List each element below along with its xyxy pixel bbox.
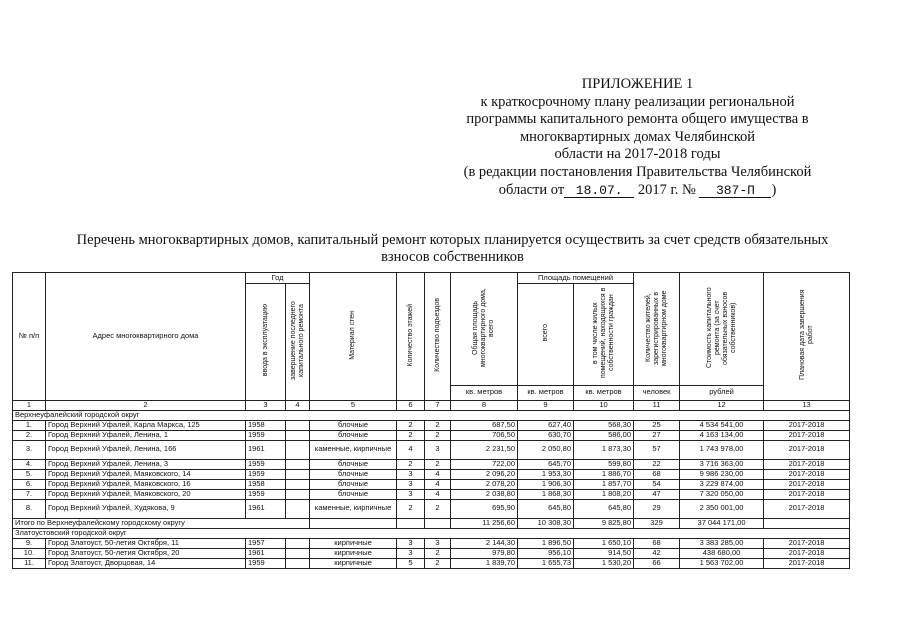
cell-entrances: 4 — [425, 469, 451, 479]
cell-repair — [286, 430, 310, 440]
column-number: 5 — [310, 400, 397, 410]
cell-wall: каменные, кирпичные — [310, 440, 397, 459]
cell-deadline: 2017-2018 — [764, 469, 850, 479]
cell-cost: 3 383 285,00 — [680, 538, 764, 548]
header-wall: Материал стен — [310, 273, 397, 401]
cell-address: Город Верхний Уфалей, Маяковского, 16 — [46, 479, 246, 489]
column-number: 8 — [451, 400, 518, 410]
district-name: Верхнеуфалейский городской округ — [13, 410, 850, 420]
cell-num: 2. — [13, 430, 46, 440]
table-row — [13, 538, 850, 548]
cell-num: 4. — [13, 459, 46, 469]
cell-residents: 47 — [634, 489, 680, 499]
header-area-group: Площадь помещений — [518, 273, 634, 284]
cell-num: 1. — [13, 420, 46, 430]
cell-address: Город Златоуст, 50-летия Октября, 20 — [46, 548, 246, 558]
column-numbers-row — [13, 400, 850, 410]
houses-table — [12, 272, 850, 569]
cell-total-area: 979,80 — [451, 548, 518, 558]
column-number: 6 — [397, 400, 425, 410]
cell-repair — [286, 489, 310, 499]
cell-entrances: 2 — [425, 420, 451, 430]
cell-area-all: 630,70 — [518, 430, 574, 440]
cell-area-all: 1 953,30 — [518, 469, 574, 479]
cell-wall: каменные, кирпичные — [310, 499, 397, 518]
cell-floors: 2 — [397, 430, 425, 440]
cell-repair — [286, 459, 310, 469]
cell-area-res: 568,30 — [574, 420, 634, 430]
total-area-all: 10 308,30 — [518, 518, 574, 528]
table-row — [13, 420, 850, 430]
cell-floors: 3 — [397, 469, 425, 479]
cell-cost: 4 534 541,00 — [680, 420, 764, 430]
cell-deadline: 2017-2018 — [764, 538, 850, 548]
cell-area-res: 586,00 — [574, 430, 634, 440]
cell-repair — [286, 538, 310, 548]
cell-year: 1961 — [246, 440, 286, 459]
edition-reference — [440, 182, 835, 200]
cell-year: 1958 — [246, 420, 286, 430]
cell-repair — [286, 420, 310, 430]
cell-area-res: 1 857,70 — [574, 479, 634, 489]
cell-total-area: 706,50 — [451, 430, 518, 440]
cell-year: 1957 — [246, 538, 286, 548]
cell-deadline: 2017-2018 — [764, 479, 850, 489]
cell-wall: блочные — [310, 479, 397, 489]
table-row — [13, 459, 850, 469]
cell-num: 8. — [13, 499, 46, 518]
cell-total-area: 2 144,30 — [451, 538, 518, 548]
cell-year: 1959 — [246, 558, 286, 568]
table-heading — [12, 232, 893, 266]
unit-cost: рублей — [680, 385, 764, 400]
column-number: 3 — [246, 400, 286, 410]
appendix-line: программы капитального ремонта общего имущества в — [466, 111, 809, 128]
edition-date: 18.07. — [564, 184, 634, 198]
cell-total-area: 1 839,70 — [451, 558, 518, 568]
cell-residents: 68 — [634, 469, 680, 479]
cell-num: 9. — [13, 538, 46, 548]
cell-total-area: 2 231,50 — [451, 440, 518, 459]
cell-address: Город Верхний Уфалей, Маяковского, 20 — [46, 489, 246, 499]
table-row — [13, 548, 850, 558]
cell-residents: 57 — [634, 440, 680, 459]
cell-area-all: 627,40 — [518, 420, 574, 430]
cell-repair — [286, 479, 310, 489]
appendix-line: многоквартирных домах Челябинской — [519, 128, 756, 145]
header-num: № п/п — [13, 273, 46, 401]
cell-cost: 1 563 702,00 — [680, 558, 764, 568]
cell-year: 1959 — [246, 459, 286, 469]
appendix-line: к краткосрочному плану реализации региональной — [480, 93, 795, 110]
cell-year: 1959 — [246, 430, 286, 440]
cell-num: 5. — [13, 469, 46, 479]
table-row — [13, 499, 850, 518]
cell-cost: 9 986 230,00 — [680, 469, 764, 479]
cell-residents: 68 — [634, 538, 680, 548]
header-year-built: ввода в эксплуатацию — [246, 284, 286, 401]
edition-prefix: области от — [498, 181, 565, 198]
cell-deadline: 2017-2018 — [764, 548, 850, 558]
unit-area-all: кв. метров — [518, 385, 574, 400]
cell-deadline: 2017-2018 — [764, 430, 850, 440]
cell-area-all: 1 906,30 — [518, 479, 574, 489]
cell-area-all: 645,70 — [518, 459, 574, 469]
cell-residents: 66 — [634, 558, 680, 568]
header-cost: Стоимость капитального ремонта (за счет обязательных взносов собственников) — [680, 273, 764, 386]
district-row — [13, 410, 850, 420]
cell-residents: 25 — [634, 420, 680, 430]
cell-deadline: 2017-2018 — [764, 499, 850, 518]
cell-entrances: 3 — [425, 538, 451, 548]
cell-entrances: 2 — [425, 548, 451, 558]
cell-area-all: 1 896,50 — [518, 538, 574, 548]
cell-wall: блочные — [310, 459, 397, 469]
column-number: 9 — [518, 400, 574, 410]
cell-area-res: 1 650,10 — [574, 538, 634, 548]
table-row — [13, 430, 850, 440]
table-row — [13, 479, 850, 489]
cell-address: Город Верхний Уфалей, Худякова, 9 — [46, 499, 246, 518]
district-name: Златоустовский городской округ — [13, 528, 850, 538]
edition-close: ) — [771, 181, 777, 198]
cell-address: Город Верхний Уфалей, Карла Маркса, 125 — [46, 420, 246, 430]
cell-area-all: 1 868,30 — [518, 489, 574, 499]
cell-year: 1961 — [246, 499, 286, 518]
column-number: 11 — [634, 400, 680, 410]
header-deadline: Плановая дата завершения работ — [764, 273, 850, 401]
district-row — [13, 528, 850, 538]
cell-num: 7. — [13, 489, 46, 499]
header-area-all: всего — [518, 284, 574, 386]
table-row — [13, 489, 850, 499]
header-year-group: Год — [246, 273, 310, 284]
cell-entrances: 4 — [425, 489, 451, 499]
cell-residents: 29 — [634, 499, 680, 518]
column-number: 13 — [764, 400, 850, 410]
edition-number: 387-П — [699, 184, 771, 198]
cell-residents: 27 — [634, 430, 680, 440]
total-cost: 37 044 171,00 — [680, 518, 764, 528]
cell-entrances: 2 — [425, 558, 451, 568]
cell-num: 6. — [13, 479, 46, 489]
cell-wall: кирпичные — [310, 558, 397, 568]
heading-line: взносов собственников — [381, 249, 524, 265]
header-entrances: Количество подъездов — [425, 273, 451, 401]
cell-wall: блочные — [310, 420, 397, 430]
unit-total-area: кв. метров — [451, 385, 518, 400]
column-number: 2 — [46, 400, 246, 410]
cell-deadline: 2017-2018 — [764, 440, 850, 459]
cell-total-area: 722,00 — [451, 459, 518, 469]
cell-cost: 2 350 001,00 — [680, 499, 764, 518]
total-area-res: 9 825,80 — [574, 518, 634, 528]
cell-area-res: 645,80 — [574, 499, 634, 518]
cell-area-all: 956,10 — [518, 548, 574, 558]
cell-repair — [286, 469, 310, 479]
cell-repair — [286, 440, 310, 459]
cell-floors: 3 — [397, 489, 425, 499]
column-number: 7 — [425, 400, 451, 410]
cell-num: 11. — [13, 558, 46, 568]
cell-cost: 7 320 050,00 — [680, 489, 764, 499]
cell-cost: 438 680,00 — [680, 548, 764, 558]
cell-area-res: 1 873,30 — [574, 440, 634, 459]
appendix-title: ПРИЛОЖЕНИЕ 1 — [581, 76, 694, 92]
cell-year: 1958 — [246, 479, 286, 489]
cell-cost: 3 229 874,00 — [680, 479, 764, 489]
cell-wall: блочные — [310, 430, 397, 440]
header-area-residential: в том числе жилых помещений, находящихся в собственности граждан — [574, 284, 634, 386]
cell-area-res: 1 808,20 — [574, 489, 634, 499]
cell-repair — [286, 558, 310, 568]
cell-floors: 4 — [397, 440, 425, 459]
header-total-area: Общая площадь многоквартирного дома, всего — [451, 273, 518, 386]
appendix-line: области на 2017-2018 годы — [554, 146, 721, 163]
cell-entrances: 3 — [425, 440, 451, 459]
cell-area-res: 599,80 — [574, 459, 634, 469]
cell-total-area: 687,50 — [451, 420, 518, 430]
total-residents: 329 — [634, 518, 680, 528]
cell-num: 10. — [13, 548, 46, 558]
cell-address: Город Верхний Уфалей, Ленина, 3 — [46, 459, 246, 469]
cell-deadline: 2017-2018 — [764, 489, 850, 499]
cell-area-all: 1 655,73 — [518, 558, 574, 568]
table-row — [13, 440, 850, 459]
cell-area-res: 1 886,70 — [574, 469, 634, 479]
cell-floors: 5 — [397, 558, 425, 568]
cell-floors: 2 — [397, 499, 425, 518]
cell-floors: 2 — [397, 459, 425, 469]
edition-year: 2017 г. № — [637, 181, 696, 198]
cell-year: 1959 — [246, 469, 286, 479]
cell-wall: кирпичные — [310, 538, 397, 548]
cell-cost: 3 716 363,00 — [680, 459, 764, 469]
table-row — [13, 558, 850, 568]
cell-deadline: 2017-2018 — [764, 459, 850, 469]
heading-line: Перечень многоквартирных домов, капитальный ремонт которых планируется осуществить за счет средств обязательных — [76, 232, 829, 248]
table-row — [13, 469, 850, 479]
cell-wall: кирпичные — [310, 548, 397, 558]
cell-address: Город Златоуст, Дворцовая, 14 — [46, 558, 246, 568]
cell-total-area: 695,90 — [451, 499, 518, 518]
cell-deadline: 2017-2018 — [764, 558, 850, 568]
header-row — [13, 273, 850, 284]
cell-floors: 3 — [397, 548, 425, 558]
header-floors: Количество этажей — [397, 273, 425, 401]
cell-deadline: 2017-2018 — [764, 420, 850, 430]
total-row — [13, 518, 850, 528]
cell-area-res: 1 530,20 — [574, 558, 634, 568]
cell-entrances: 4 — [425, 479, 451, 489]
cell-num: 3. — [13, 440, 46, 459]
cell-total-area: 2 038,80 — [451, 489, 518, 499]
cell-entrances: 2 — [425, 459, 451, 469]
cell-floors: 2 — [397, 420, 425, 430]
header-residents: Количество жителей, зарегистрированных в многоквартирном доме — [634, 273, 680, 386]
unit-residents: человек — [634, 385, 680, 400]
cell-cost: 1 743 978,00 — [680, 440, 764, 459]
cell-residents: 22 — [634, 459, 680, 469]
cell-area-all: 645,80 — [518, 499, 574, 518]
cell-floors: 3 — [397, 479, 425, 489]
cell-total-area: 2 078,20 — [451, 479, 518, 489]
cell-residents: 42 — [634, 548, 680, 558]
edition-line: (в редакции постановления Правительства Челябинской — [463, 163, 812, 180]
unit-area-res: кв. метров — [574, 385, 634, 400]
column-number: 4 — [286, 400, 310, 410]
cell-cost: 4 163 134,00 — [680, 430, 764, 440]
cell-year: 1961 — [246, 548, 286, 558]
header-year-repair: завершение последнего капитального ремонта — [286, 284, 310, 401]
cell-repair — [286, 499, 310, 518]
column-number: 1 — [13, 400, 46, 410]
cell-address: Город Верхний Уфалей, Ленина, 166 — [46, 440, 246, 459]
cell-area-all: 2 050,80 — [518, 440, 574, 459]
total-area: 11 256,60 — [451, 518, 518, 528]
cell-year: 1959 — [246, 489, 286, 499]
column-number: 10 — [574, 400, 634, 410]
cell-address: Город Верхний Уфалей, Ленина, 1 — [46, 430, 246, 440]
cell-area-res: 914,50 — [574, 548, 634, 558]
cell-floors: 3 — [397, 538, 425, 548]
cell-wall: блочные — [310, 489, 397, 499]
cell-address: Город Верхний Уфалей, Маяковского, 14 — [46, 469, 246, 479]
cell-residents: 54 — [634, 479, 680, 489]
cell-total-area: 2 096,20 — [451, 469, 518, 479]
total-label: Итого по Верхнеуфалейскому городскому округу — [13, 518, 310, 528]
column-number: 12 — [680, 400, 764, 410]
header-address: Адрес многоквартирного дома — [46, 273, 246, 401]
cell-repair — [286, 548, 310, 558]
cell-entrances: 2 — [425, 499, 451, 518]
cell-address: Город Златоуст, 50-летия Октября, 11 — [46, 538, 246, 548]
appendix-block — [440, 76, 835, 199]
cell-wall: блочные — [310, 469, 397, 479]
cell-entrances: 2 — [425, 430, 451, 440]
